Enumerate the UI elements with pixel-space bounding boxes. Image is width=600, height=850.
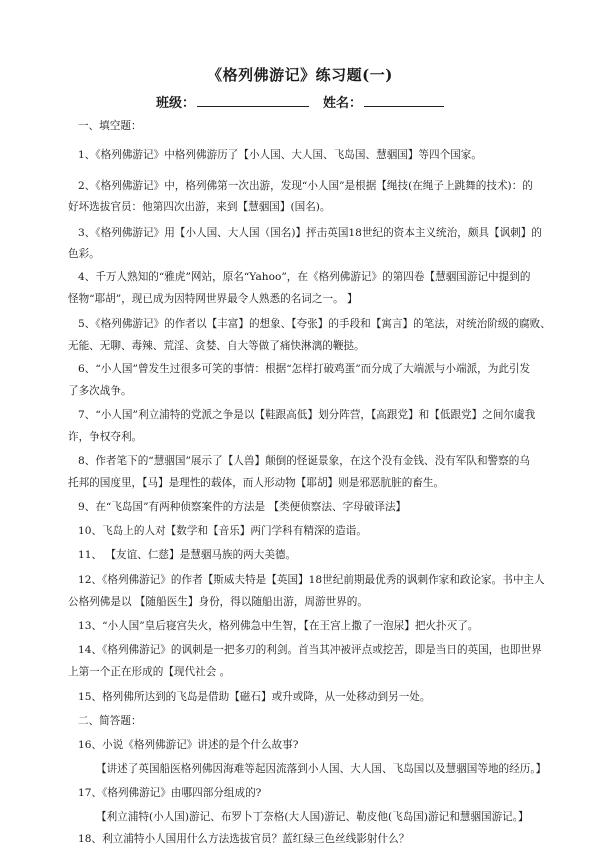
question-line: 5、《格列佛游记》的作者以【丰富】的想象、【夸张】的手段和【寓言】的笔法，对统治阶级的腐败、	[78, 318, 551, 330]
question-line: 4、千万人熟知的“雅虎”网站，原名“Yahoo”，在《格列佛游记》的第四卷【慧骃国游记中提到的	[78, 271, 531, 283]
question-line: 怪物“耶胡”，现已成为因特网世界最令人熟悉的名词之一。 】	[68, 293, 358, 305]
page-title: 《格列佛游记》练习题(一)	[207, 66, 393, 84]
question-line: 9、在“飞岛国”有两种侦察案件的方法是 【类便侦察法、字母破译法】	[78, 501, 407, 513]
question-line: 色彩。	[68, 248, 100, 260]
student-info-line	[0, 92, 600, 111]
question-line: 12、《格列佛游记》的作者【斯威夫特是【英国】18世纪前期最优秀的讽刺作家和政论家。书中主人	[78, 574, 545, 586]
section-heading-short-answer: 二、简答题：	[78, 715, 142, 727]
question-line: 公格列佛是以 【随船医生】身份，得以随船出游，周游世界的。	[68, 596, 368, 608]
question-line: 好坏选拔官员：他第四次出游，来到【慧骃国】(国名)。	[68, 201, 331, 213]
question-line: 17、《格列佛游记》由哪四部分组成的?	[78, 787, 262, 799]
section-heading-fill-blank: 一、填空题：	[78, 120, 142, 132]
question-line: 13、“小人国”皇后寝宫失火，格列佛急中生智，【在王宫上撒了一泡尿】把火扑灭了。	[78, 620, 479, 632]
question-line: 16、小说《格列佛游记》讲述的是个什么故事?	[78, 739, 299, 751]
class-blank[interactable]	[197, 94, 309, 107]
question-line: 了多次战争。	[68, 385, 132, 397]
question-line: 无能、无聊、毒辣、荒淫、贪婪、自大等做了痛快淋漓的鞭挞。	[68, 340, 365, 352]
question-line: 诈，争权夺利。	[68, 431, 143, 443]
name-label: 姓名：	[323, 96, 363, 111]
question-line: 1、《格列佛游记》中格列佛游历了【小人国、大人国、飞岛国、慧骃国】等四个国家。	[78, 149, 482, 161]
question-line: 8、作者笔下的“慧骃国”展示了【人兽】颠倒的怪诞景象，在这个没有金钱、没有军队和警察的乌	[78, 455, 530, 467]
question-line: 15、格列佛所达到的飞岛是借助【磁石】或升或降，从一处移动到另一处。	[78, 691, 431, 703]
question-line: 上第一个正在形成的【现代社会 。	[68, 666, 231, 678]
answer-line: 【讲述了英国船医格列佛因海难等起因流落到小人国、大人国、飞岛国以及慧骃国等地的经历。】	[96, 763, 547, 775]
question-line: 7、“小人国”利立浦特的党派之争是以【鞋跟高低】划分阵营，【高跟党】和【低跟党】之间尔虞我	[78, 409, 536, 421]
question-line: 6、“小人国”曾发生过很多可笑的事情：根据“怎样打破鸡蛋”而分成了大端派与小端派，为此引发	[78, 363, 531, 375]
question-line: 2、《格列佛游记》中，格列佛第一次出游，发现“小人国”是根据【绳技(在绳子上跳舞的技术)：的	[78, 180, 533, 192]
question-line: 3、《格列佛游记》用【小人国、大人国（国名)】抨击英国18世纪的资本主义统治，颇具【讽刺】的	[78, 227, 542, 239]
question-line: 14、《格列佛游记》的讽刺是一把多刃的利剑。首当其冲被评点或挖苦，即是当日的英国，也即世界	[78, 644, 542, 656]
question-line: 10、飞岛上的人对【数学和【音乐】两门学科有精深的造诣。	[78, 525, 367, 537]
class-label: 班级：	[155, 96, 195, 111]
answer-line: 【利立浦特(小人国)游记、布罗卜丁奈格(大人国)游记、勒皮他(飞岛国)游记和慧骃国游记。】	[96, 811, 529, 823]
name-blank[interactable]	[364, 94, 444, 107]
question-line: 18、利立浦特小人国用什么方法选拔官员？蓝红绿三色丝线影射什么？	[78, 833, 410, 845]
question-line: 11、 【友谊、仁慈】是慧骃马族的两大美德。	[78, 549, 297, 561]
question-line: 托邦的国度里，【马】是理性的载体，而人形动物【耶胡】则是邪恶肮脏的畜生。	[68, 477, 445, 489]
